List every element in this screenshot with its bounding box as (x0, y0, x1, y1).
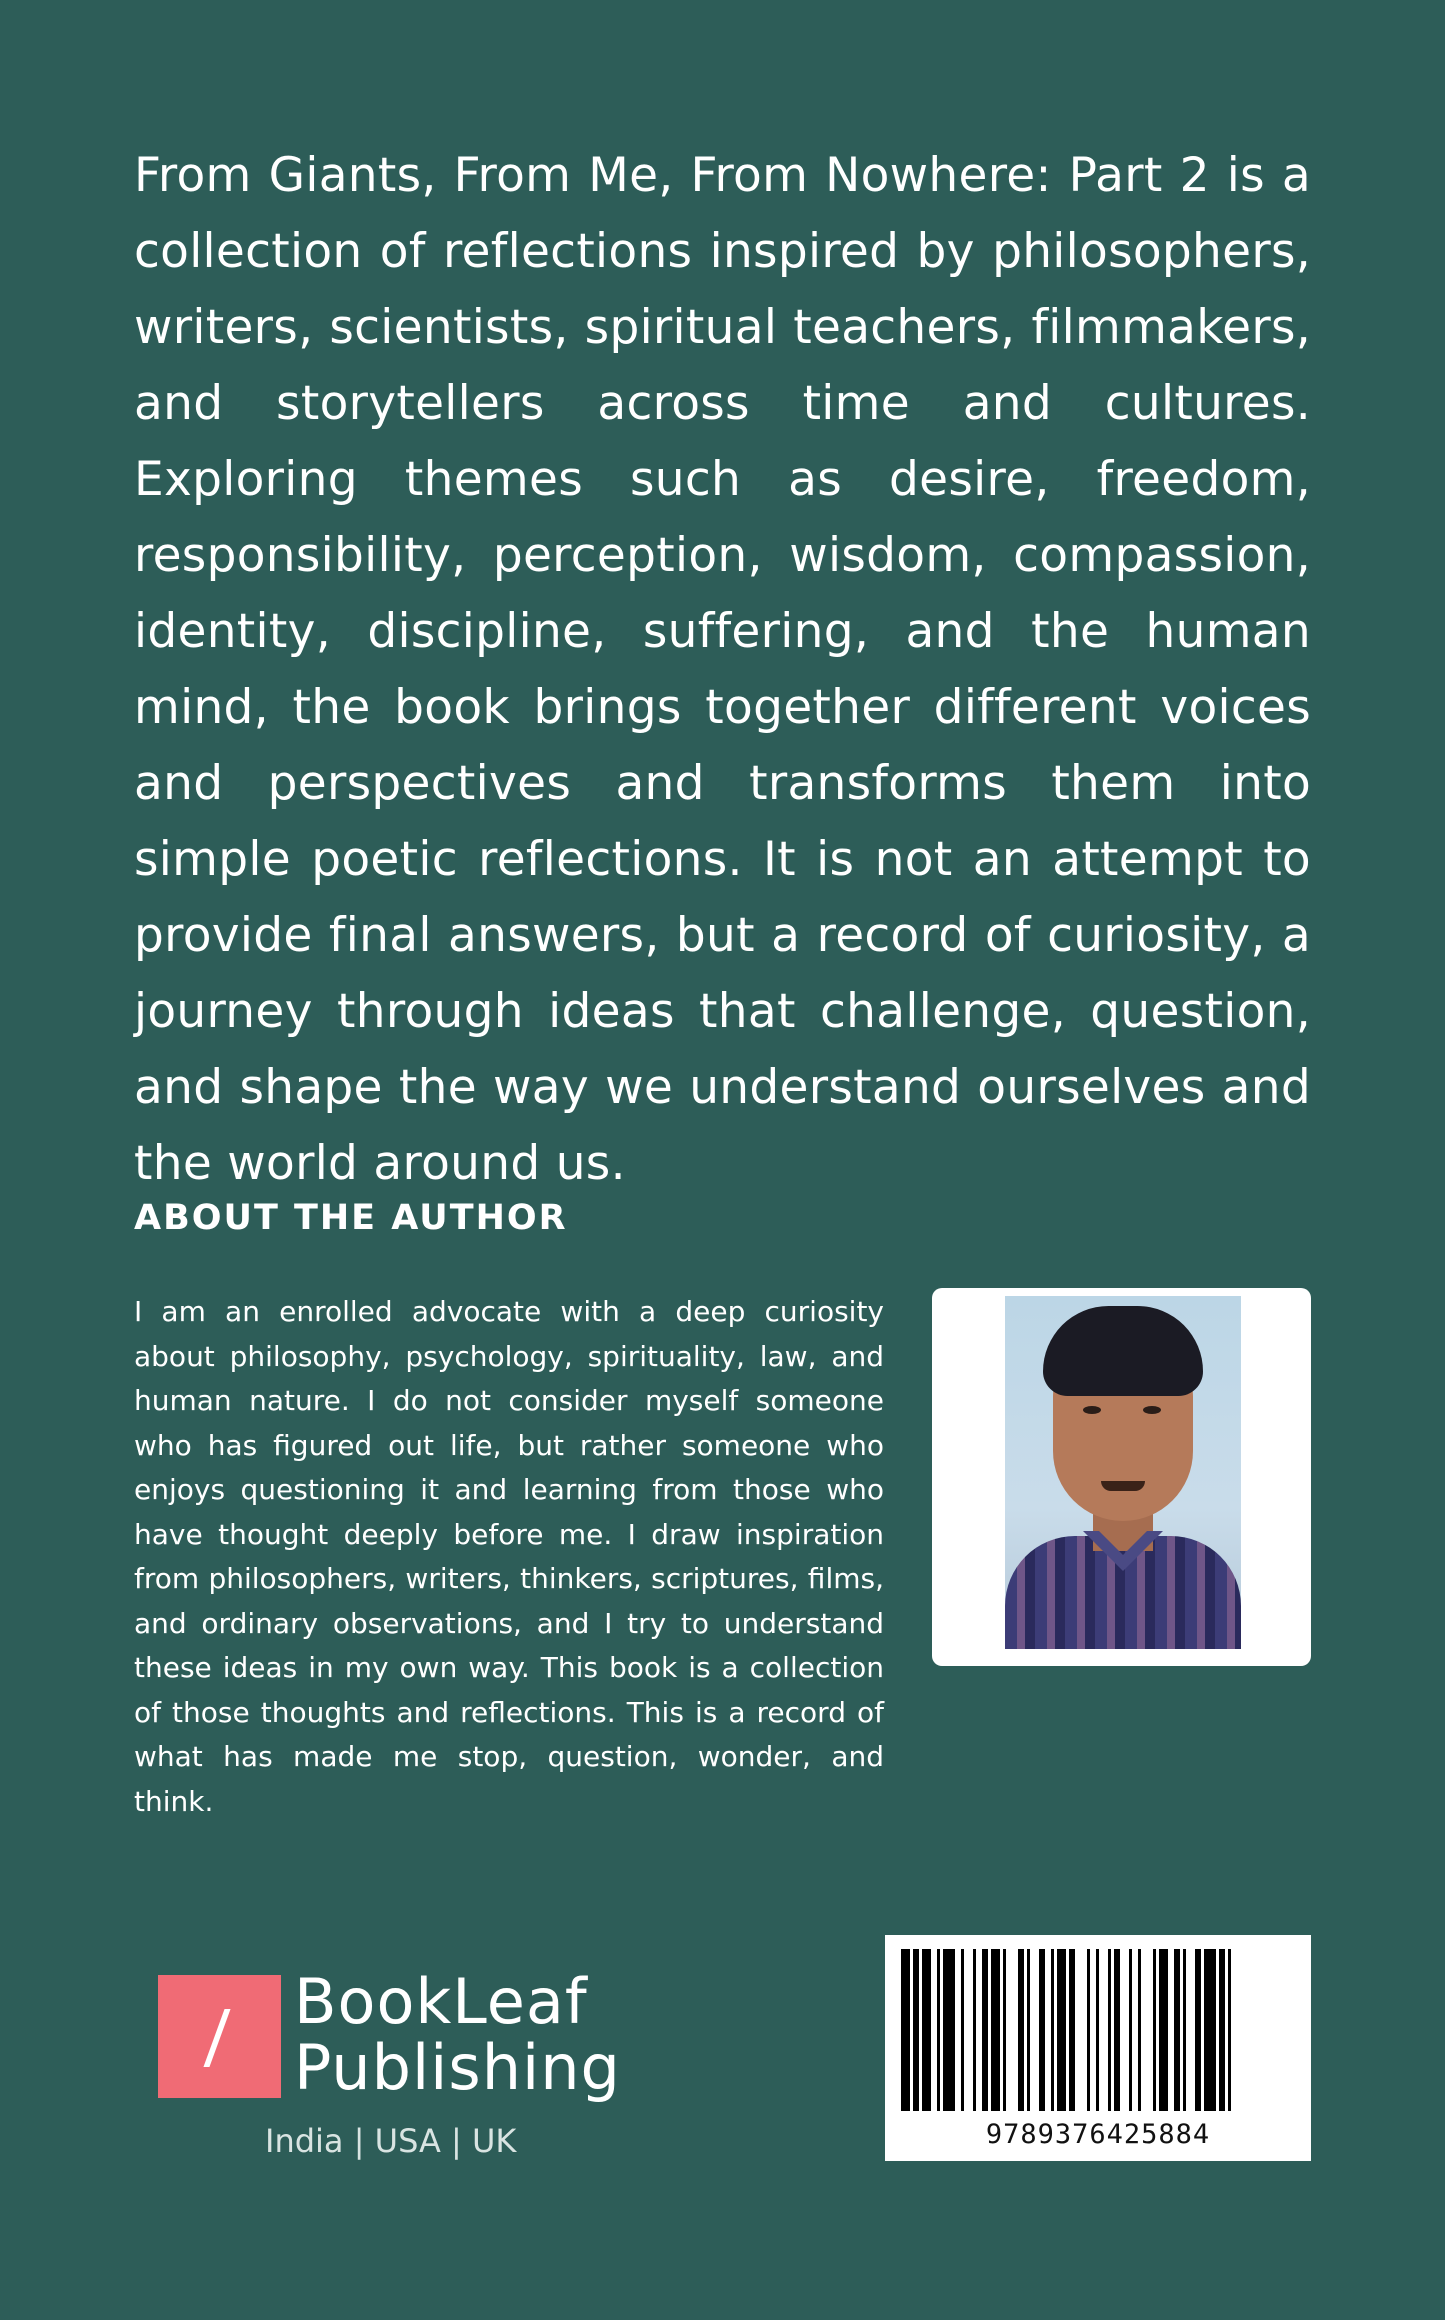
barcode-bar (991, 1949, 1000, 2111)
author-photo (1005, 1296, 1241, 1649)
barcode-bar (1003, 1949, 1006, 2111)
barcode-bar (1195, 1949, 1201, 2111)
barcode-bar (937, 1949, 940, 2111)
barcode-bar (961, 1949, 964, 2111)
barcode-bar (943, 1949, 955, 2111)
barcode-bars (901, 1949, 1295, 2111)
barcode-bar (1027, 1949, 1030, 2111)
barcode-bar (913, 1949, 919, 2111)
barcode-bar (1096, 1949, 1099, 2111)
barcode-bar (1174, 1949, 1180, 2111)
author-photo-frame (932, 1288, 1311, 1666)
barcode-bar (1087, 1949, 1090, 2111)
barcode-bar (973, 1949, 976, 2111)
book-description: From Giants, From Me, From Nowhere: Part 2 is a collection of reflections inspired by philosophers, writers, scientists, spiritual teachers, filmmakers, and storytellers across time and cultures. Exploring themes such as desire, freedom, responsibility, perception, wisdom, compassion, identity, discipline, suffering, and the human mind, the book brings together different voices and perspectives and transforms them into simple poetic reflections. It is not an attempt to provide final answers, but a record of curiosity, a journey through ideas that challenge, question, and shape the way we understand ourselves and the world around us. (134, 148, 1311, 1191)
barcode-bar (922, 1949, 931, 2111)
isbn-barcode (885, 1935, 1311, 2161)
barcode-bar (1039, 1949, 1045, 2111)
author-bio: I am an enrolled advocate with a deep curiosity about philosophy, psychology, spirituality, law, and human nature. I do not consider myself someone who has figured out life, but rather someone who enjoys questioning it and learning from those who have thought deeply before me. I draw inspiration from philosophers, writers, thinkers, scriptures, films, and ordinary observations, and I try to understand these ideas in my own way. This book is a collection of those thoughts and reflections. This is a record of what has made me stop, question, wonder, and think. (134, 1295, 884, 1818)
barcode-bar (1219, 1949, 1225, 2111)
barcode-bar (1138, 1949, 1141, 2111)
barcode-bar (1114, 1949, 1120, 2111)
publisher-name-line1: BookLeaf (294, 1965, 588, 2038)
barcode-bar (1018, 1949, 1024, 2111)
barcode-bar (1069, 1949, 1075, 2111)
barcode-bar (1228, 1949, 1231, 2111)
publisher-locations: India | USA | UK (265, 2122, 517, 2160)
logo-slash-icon (203, 2009, 230, 2067)
logo-mark (158, 1975, 281, 2098)
barcode-bar (1153, 1949, 1156, 2111)
barcode-bar (1129, 1949, 1132, 2111)
barcode-bar (1057, 1949, 1066, 2111)
barcode-bar (901, 1949, 910, 2111)
barcode-bar (1183, 1949, 1186, 2111)
barcode-bar (1204, 1949, 1216, 2111)
publisher-name-line2: Publishing (294, 2031, 621, 2104)
barcode-bar (1159, 1949, 1168, 2111)
isbn-number: 9789376425884 (985, 2119, 1211, 2150)
about-author-heading: ABOUT THE AUTHOR (134, 1198, 568, 1238)
barcode-bar (1051, 1949, 1054, 2111)
barcode-bar (1108, 1949, 1111, 2111)
barcode-bar (982, 1949, 988, 2111)
